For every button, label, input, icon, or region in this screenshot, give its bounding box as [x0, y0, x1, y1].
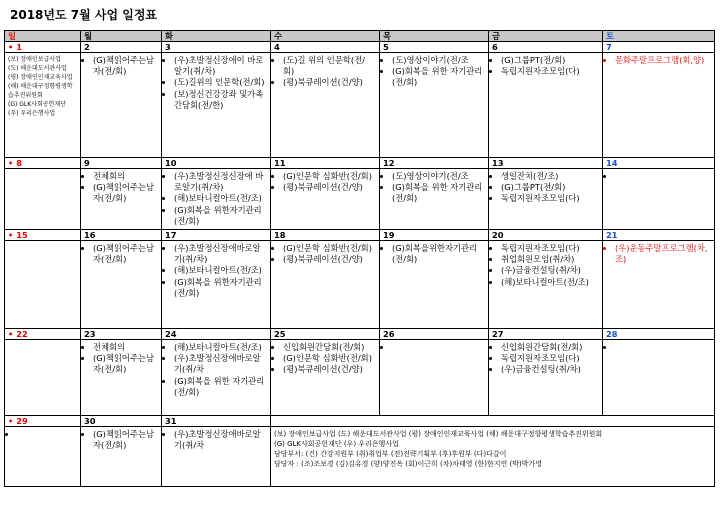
date-cell: [5, 158, 81, 169]
legend-item: (우) 우리은행사업: [8, 110, 56, 117]
event-list: [84, 55, 158, 77]
date-number: 16: [84, 229, 96, 240]
date-cell: [81, 328, 162, 339]
weekday-header: 금: [489, 31, 603, 42]
event-item: • (우)초발정신장애바로알기(취/차: [174, 353, 267, 375]
day-cell: [271, 426, 715, 486]
day-cell: [5, 169, 81, 230]
event-item: • 독립지원자조모임(다): [501, 243, 599, 254]
legend-item: (보) 장애인보급사업: [8, 56, 61, 63]
event-item: • (G)책읽어주는남자(전/회): [93, 353, 158, 375]
event-list: [492, 55, 599, 77]
event-item: • (보)정신건강강좌 및가족간담회(전/한): [174, 89, 267, 111]
date-cell: [5, 229, 81, 240]
date-cell: [489, 328, 603, 339]
date-number: 3: [165, 42, 171, 52]
day-cell: [5, 426, 81, 486]
date-cell: [162, 42, 271, 53]
date-cell: [162, 158, 271, 169]
date-cell: [489, 42, 603, 53]
day-cell: [162, 240, 271, 328]
event-item: • 독립지원자조모임(다): [501, 193, 599, 204]
date-number: 20: [492, 229, 504, 240]
date-number: 26: [383, 328, 395, 339]
event-list: [383, 342, 485, 353]
event-list: [274, 171, 376, 193]
date-number: 7: [606, 42, 612, 52]
date-cell: [380, 158, 489, 169]
event-item: • (G)책읽어주는남자(전/회): [93, 55, 158, 77]
date-cell: [271, 229, 380, 240]
event-list: [165, 55, 267, 111]
date-cell: [380, 229, 489, 240]
event-item: • (G)인문학 심화반(전/회): [283, 353, 376, 364]
event-item: • (해)보타니컬아트(전/조): [501, 277, 599, 288]
day-cell: [5, 240, 81, 328]
event-item: • (G)책읽어주는남자(전/회): [93, 429, 158, 451]
day-cell: [380, 169, 489, 230]
date-number: 31: [165, 415, 177, 426]
page-title: 2018년도 7월 사업 일정표: [10, 8, 158, 22]
event-item: • (G)회복을 위한 자기관리(전/회): [174, 376, 267, 398]
weekday-header: 수: [271, 31, 380, 42]
date-number: 18: [274, 229, 286, 240]
event-list: [606, 342, 711, 353]
sunday-bullet: •: [8, 328, 17, 339]
date-cell: [603, 42, 715, 53]
date-cell: [603, 328, 715, 339]
event-list: [84, 342, 158, 376]
day-cell: [489, 53, 603, 158]
event-item: • (도)영상이야기(전/조: [392, 171, 485, 182]
weekday-header: 목: [380, 31, 489, 42]
day-cell: [162, 53, 271, 158]
event-list: [165, 243, 267, 299]
day-cell: [162, 426, 271, 486]
event-item: • (평)북큐레이션(건/양): [283, 77, 376, 88]
day-cell: [603, 240, 715, 328]
event-item: • (우)초발정신정신장애 바로알기(취/차): [174, 171, 267, 193]
date-number: 12: [383, 158, 395, 168]
event-item: • 독립지원자조모임(다): [501, 66, 599, 77]
date-number: 14: [606, 158, 618, 168]
event-item: • 생일잔치(전/조): [501, 171, 599, 182]
event-item: [392, 342, 485, 353]
event-item: • (G)그룹PT(전/회): [501, 182, 599, 193]
date-number: 8: [16, 158, 22, 168]
date-number: 13: [492, 158, 504, 168]
event-item: • (G)회복을 위한 자기관리(전/회): [392, 182, 485, 204]
event-list: [84, 171, 158, 205]
week-content-row: [5, 240, 715, 328]
date-number: 9: [84, 158, 90, 168]
event-item: • (G)책읽어주는남자(전/회): [93, 182, 158, 204]
event-item: [17, 429, 77, 440]
day-cell: [81, 169, 162, 230]
date-number: 24: [165, 328, 177, 339]
day-cell: [81, 339, 162, 415]
event-item: • (G)회복을 위한자기관리(전/회): [174, 205, 267, 227]
sunday-bullet: •: [8, 158, 17, 168]
date-number: 10: [165, 158, 177, 168]
date-row: [5, 415, 715, 426]
event-item: • (G)회복을 위한자기관리(전/회): [174, 277, 267, 299]
date-number: 15: [16, 229, 28, 240]
footer-line: 담당자 : (조)조보경 (김)김유경 (양)양진옥 (회)이근희 (차)차태영 (한)한지연 (박)박가영: [274, 460, 543, 469]
date-row: [5, 158, 715, 169]
event-item: • (도)영상이야기(전/조: [392, 55, 485, 66]
event-item: • 신입회원간담회(전/회): [283, 342, 376, 353]
day-cell: [380, 240, 489, 328]
event-item: • (우)초발정신장애바로알기(취/차): [174, 243, 267, 265]
weekday-header-row: [5, 31, 715, 42]
event-item: • (우)금융컨설팅(취/차): [501, 265, 599, 276]
day-cell: [271, 339, 380, 415]
day-cell: [5, 339, 81, 415]
date-number: 5: [383, 42, 389, 52]
date-cell: [271, 42, 380, 53]
day-cell: [489, 169, 603, 230]
event-item: • (G)책읽어주는남자(전/회): [93, 243, 158, 265]
event-item: • (평)북큐레이션(건/양): [283, 182, 376, 193]
event-item: [615, 171, 711, 182]
date-number: 30: [84, 415, 96, 426]
event-item: • (우)금융컨설팅(취/차): [501, 364, 599, 375]
weekday-header: 토: [603, 31, 715, 42]
date-number: 11: [274, 158, 286, 168]
event-item: • (평)북큐레이션(건/양): [283, 254, 376, 265]
date-number: 28: [606, 328, 618, 339]
date-cell: [162, 229, 271, 240]
weekday-header: 일: [5, 31, 81, 42]
date-cell: [5, 415, 81, 426]
footer-line: 담당부서: (건) 간강지원부 (취)취업부 (전)전략기획부 (후)후원부 (다)다갈이: [274, 450, 507, 459]
legend-item: (평) 장애인인재교육사업: [8, 74, 73, 81]
date-number: 19: [383, 229, 395, 240]
footer-line: (보) 장애인보급사업 (도) 해운대도서관사업 (평) 장애인인재교육사업 (해) 해운대구정향평생학습추진위원회: [274, 429, 603, 438]
day-cell: [5, 53, 81, 158]
event-list: [165, 171, 267, 227]
event-item: • 독립지원자조모임(다): [501, 353, 599, 364]
event-item: • 문화주말프로그램(회,양): [615, 55, 711, 66]
date-number: 2: [84, 42, 90, 52]
event-item: • (해)보타니컬아트(전/조): [174, 265, 267, 276]
event-item: • (G)그룹PT(전/회): [501, 55, 599, 66]
event-list: [383, 55, 485, 89]
date-cell: [271, 158, 380, 169]
event-item: • (평)북큐레이션(건/양): [283, 364, 376, 375]
day-cell: [380, 53, 489, 158]
footer-line: (G) GLK사회공헌재단 (우) 우리은행사업: [274, 440, 399, 449]
event-list: [84, 429, 158, 451]
event-item: • 취업회원모임(취/차): [501, 254, 599, 265]
event-item: • (G)회복을위한자기관리(전/회): [392, 243, 485, 265]
day-cell: [380, 339, 489, 415]
date-cell: [489, 158, 603, 169]
schedule-calendar: [4, 30, 715, 487]
day-cell: [81, 426, 162, 486]
day-cell: [81, 240, 162, 328]
date-cell: [271, 328, 380, 339]
event-item: • (G)인문학 심화반(전/회): [283, 243, 376, 254]
day-cell: [271, 53, 380, 158]
weekday-header: 화: [162, 31, 271, 42]
legend-item: (G) GLK사회공헌재단: [8, 101, 66, 108]
day-cell: [489, 339, 603, 415]
date-cell: [380, 42, 489, 53]
week-content-row: [5, 339, 715, 415]
date-number: 23: [84, 328, 96, 339]
date-cell: [603, 158, 715, 169]
date-number: 22: [16, 328, 28, 339]
date-number: 25: [274, 328, 286, 339]
event-item: • (도)길위의 인문학(전/회): [174, 77, 267, 88]
event-item: • 신입회원간담회(전/회): [501, 342, 599, 353]
event-list: [274, 342, 376, 376]
date-cell: [81, 158, 162, 169]
event-item: • (우)운동주말프로그램(차,조): [615, 243, 711, 265]
date-cell: [5, 328, 81, 339]
event-list: [383, 171, 485, 205]
event-list: [274, 55, 376, 89]
event-list: [274, 243, 376, 265]
date-cell: [162, 415, 271, 426]
event-list: [492, 342, 599, 376]
day-cell: [489, 240, 603, 328]
date-cell: [380, 328, 489, 339]
day-cell: [271, 240, 380, 328]
event-list: [165, 429, 267, 451]
event-item: • (G)회복을 위한 자기관리(전/회): [392, 66, 485, 88]
event-item: • (해)보타니컬아트(전/조): [174, 193, 267, 204]
weekday-header: 월: [81, 31, 162, 42]
event-list: [492, 243, 599, 288]
date-cell: [81, 415, 162, 426]
week-content-row: [5, 53, 715, 158]
day-cell: [603, 53, 715, 158]
event-list: [165, 342, 267, 398]
event-item: [615, 342, 711, 353]
event-item: • (우)초발정신장애이 바로알기(취/차): [174, 55, 267, 77]
event-item: • 전체회의: [93, 342, 158, 353]
date-cell: [5, 42, 81, 53]
date-cell: [81, 229, 162, 240]
event-list: [606, 171, 711, 182]
date-cell: [271, 415, 715, 426]
date-number: 21: [606, 229, 618, 240]
date-cell: [603, 229, 715, 240]
day-cell: [603, 339, 715, 415]
day-cell: [162, 169, 271, 230]
day-cell: [81, 53, 162, 158]
date-number: 4: [274, 42, 280, 52]
date-number: 17: [165, 229, 177, 240]
date-row: [5, 328, 715, 339]
date-number: 1: [16, 42, 22, 52]
event-list: [606, 243, 711, 265]
date-cell: [81, 42, 162, 53]
date-row: [5, 42, 715, 53]
event-item: • (G)인문학 심화반(전/회): [283, 171, 376, 182]
event-list: [8, 429, 77, 440]
day-cell: [162, 339, 271, 415]
event-item: • (해)보타니컬아트(전/조): [174, 342, 267, 353]
event-item: • (우)초발정신장애바로알기(취/차: [174, 429, 267, 451]
week-content-row: [5, 169, 715, 230]
date-cell: [162, 328, 271, 339]
day-cell: [271, 169, 380, 230]
date-number: 29: [16, 415, 28, 426]
event-list: [492, 171, 599, 205]
legend-item: (해) 해운대구정향평생학습추진위원회: [8, 83, 73, 99]
date-cell: [489, 229, 603, 240]
legend-item: (도) 해운대도서관사업: [8, 65, 67, 72]
event-item: • (도)길 위의 인문학(전/회): [283, 55, 376, 77]
sunday-bullet: •: [8, 415, 17, 426]
event-list: [606, 55, 711, 66]
event-item: • 전체회의: [93, 171, 158, 182]
date-row: [5, 229, 715, 240]
event-list: [383, 243, 485, 265]
date-number: 27: [492, 328, 504, 339]
sunday-bullet: •: [8, 42, 17, 52]
date-number: 6: [492, 42, 498, 52]
day-cell: [603, 169, 715, 230]
week-content-row: [5, 426, 715, 486]
event-list: [84, 243, 158, 265]
sunday-bullet: •: [8, 229, 17, 240]
